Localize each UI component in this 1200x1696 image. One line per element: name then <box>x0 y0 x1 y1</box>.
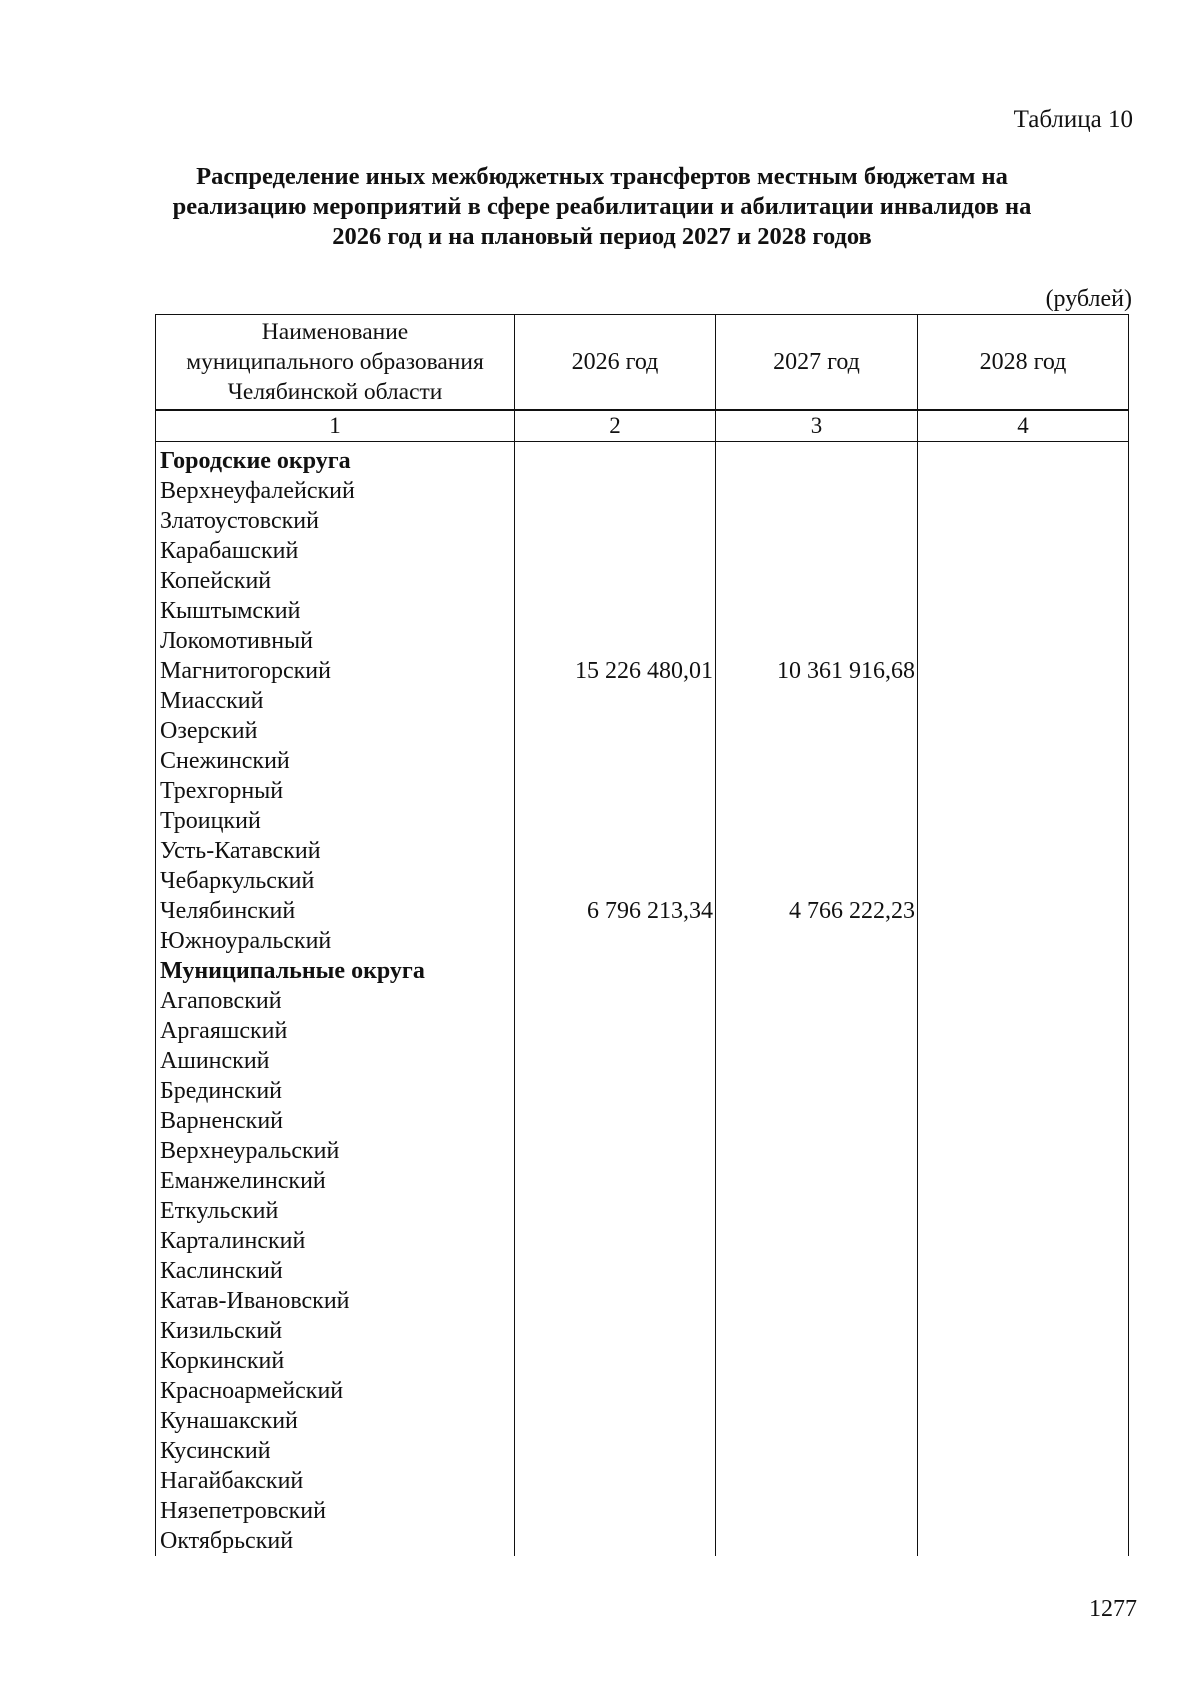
row-value-2026 <box>515 986 716 1016</box>
table-row <box>156 716 1129 746</box>
row-value-2028 <box>918 1076 1129 1106</box>
row-name: Троицкий <box>156 806 515 836</box>
row-value-2026 <box>515 446 716 476</box>
row-value-2026 <box>515 686 716 716</box>
row-name: Чебаркульский <box>156 866 515 896</box>
row-name: Ашинский <box>156 1046 515 1076</box>
transfers-table <box>155 314 1129 1556</box>
row-value-2028 <box>918 836 1129 866</box>
row-name: Коркинский <box>156 1346 515 1376</box>
row-value-2028 <box>918 1496 1129 1526</box>
row-value-2028 <box>918 566 1129 596</box>
row-value-2027 <box>716 806 918 836</box>
row-value-2028 <box>918 626 1129 656</box>
row-name: Еманжелинский <box>156 1166 515 1196</box>
column-header-line: Наименование <box>261 319 409 345</box>
row-value-2027 <box>716 1346 918 1376</box>
row-value-2027 <box>716 1436 918 1466</box>
table-row <box>156 506 1129 536</box>
table-caption: Таблица 10 <box>1013 106 1133 133</box>
row-value-2026 <box>515 866 716 896</box>
row-value-2027 <box>716 596 918 626</box>
row-value-2026 <box>515 1466 716 1496</box>
table-row <box>156 596 1129 626</box>
table-row <box>156 776 1129 806</box>
row-value-2028 <box>918 866 1129 896</box>
row-value-2026 <box>515 776 716 806</box>
row-value-2028 <box>918 476 1129 506</box>
row-value-2027 <box>716 1106 918 1136</box>
header-row <box>156 315 1129 411</box>
row-value-2026 <box>515 1196 716 1226</box>
table-row <box>156 1346 1129 1376</box>
row-name: Миасский <box>156 686 515 716</box>
row-name: Усть-Катавский <box>156 836 515 866</box>
units-note: (рублей) <box>1045 286 1132 312</box>
row-value-2026 <box>515 1316 716 1346</box>
column-number: 2 <box>515 410 716 442</box>
row-value-2027 <box>716 956 918 986</box>
row-value-2027 <box>716 566 918 596</box>
row-value-2027 <box>716 1166 918 1196</box>
row-value-2027 <box>716 536 918 566</box>
row-name: Варненский <box>156 1106 515 1136</box>
column-header-line: муниципального образования <box>186 349 484 375</box>
row-value-2027 <box>716 506 918 536</box>
row-value-2026 <box>515 956 716 986</box>
row-value-2026 <box>515 1406 716 1436</box>
row-value-2027 <box>716 776 918 806</box>
table-row <box>156 1466 1129 1496</box>
row-value-2028 <box>918 1256 1129 1286</box>
row-name: Челябинский <box>156 896 515 926</box>
row-value-2028 <box>918 1136 1129 1166</box>
column-header-2026: 2026 год <box>515 315 716 411</box>
row-name: Катав-Ивановский <box>156 1286 515 1316</box>
row-name: Кунашакский <box>156 1406 515 1436</box>
row-value-2028 <box>918 776 1129 806</box>
row-value-2026: 6 796 213,34 <box>515 896 716 926</box>
table-row <box>156 1376 1129 1406</box>
row-value-2027 <box>716 1316 918 1346</box>
row-value-2028 <box>918 1046 1129 1076</box>
row-value-2028 <box>918 1466 1129 1496</box>
row-value-2027 <box>716 1526 918 1556</box>
table-row <box>156 1016 1129 1046</box>
row-value-2028 <box>918 1226 1129 1256</box>
row-name: Агаповский <box>156 986 515 1016</box>
table-row <box>156 866 1129 896</box>
row-value-2026 <box>515 716 716 746</box>
table-row <box>156 1436 1129 1466</box>
column-number-row <box>156 410 1129 442</box>
row-value-2027 <box>716 1046 918 1076</box>
row-value-2027 <box>716 446 918 476</box>
row-value-2027 <box>716 686 918 716</box>
row-value-2027 <box>716 1496 918 1526</box>
row-value-2027: 10 361 916,68 <box>716 656 918 686</box>
column-header-2027: 2027 год <box>716 315 918 411</box>
row-value-2028 <box>918 716 1129 746</box>
row-value-2026 <box>515 926 716 956</box>
row-value-2028 <box>918 536 1129 566</box>
row-value-2028 <box>918 1406 1129 1436</box>
row-value-2026 <box>515 1286 716 1316</box>
row-value-2026 <box>515 1256 716 1286</box>
row-name: Нязепетровский <box>156 1496 515 1526</box>
row-value-2027 <box>716 1226 918 1256</box>
table-row <box>156 836 1129 866</box>
title-line: Распределение иных межбюджетных трансфертов местным бюджетам на <box>196 163 1008 190</box>
row-name: Снежинский <box>156 746 515 776</box>
document-title <box>150 162 1054 252</box>
row-value-2027 <box>716 926 918 956</box>
row-value-2028 <box>918 1016 1129 1046</box>
row-name: Трехгорный <box>156 776 515 806</box>
row-value-2026 <box>515 596 716 626</box>
row-value-2028 <box>918 1286 1129 1316</box>
row-name: Карталинский <box>156 1226 515 1256</box>
row-value-2028 <box>918 986 1129 1016</box>
row-name: Карабашский <box>156 536 515 566</box>
row-value-2027 <box>716 1076 918 1106</box>
row-value-2026 <box>515 836 716 866</box>
table-body <box>156 446 1129 1556</box>
column-header-name <box>156 315 515 411</box>
table-group-row <box>156 446 1129 476</box>
column-number: 3 <box>716 410 918 442</box>
table-row <box>156 566 1129 596</box>
table-row <box>156 1226 1129 1256</box>
table-row <box>156 806 1129 836</box>
table-row <box>156 1496 1129 1526</box>
table-row <box>156 1106 1129 1136</box>
row-value-2026 <box>515 1076 716 1106</box>
row-value-2026 <box>515 1166 716 1196</box>
column-header-line: Челябинской области <box>227 379 443 405</box>
row-value-2028 <box>918 1376 1129 1406</box>
table-row <box>156 1406 1129 1436</box>
row-value-2027 <box>716 626 918 656</box>
row-value-2026 <box>515 1136 716 1166</box>
row-value-2026: 15 226 480,01 <box>515 656 716 686</box>
row-value-2027 <box>716 1376 918 1406</box>
table-row <box>156 1196 1129 1226</box>
table-row <box>156 686 1129 716</box>
row-value-2027 <box>716 716 918 746</box>
row-value-2027 <box>716 476 918 506</box>
table-row <box>156 626 1129 656</box>
row-value-2027 <box>716 746 918 776</box>
row-value-2028 <box>918 1436 1129 1466</box>
row-name: Октябрьский <box>156 1526 515 1556</box>
row-value-2028 <box>918 806 1129 836</box>
row-name: Златоустовский <box>156 506 515 536</box>
table-row <box>156 1286 1129 1316</box>
row-value-2027 <box>716 836 918 866</box>
table-row <box>156 1256 1129 1286</box>
row-value-2028 <box>918 1346 1129 1376</box>
row-value-2027: 4 766 222,23 <box>716 896 918 926</box>
row-value-2028 <box>918 506 1129 536</box>
row-name: Нагайбакский <box>156 1466 515 1496</box>
row-value-2028 <box>918 956 1129 986</box>
row-value-2026 <box>515 1376 716 1406</box>
row-value-2026 <box>515 626 716 656</box>
row-value-2027 <box>716 1286 918 1316</box>
column-number: 4 <box>918 410 1129 442</box>
row-value-2028 <box>918 896 1129 926</box>
row-value-2028 <box>918 1526 1129 1556</box>
table-row <box>156 1526 1129 1556</box>
column-number: 1 <box>156 410 515 442</box>
row-value-2028 <box>918 1316 1129 1346</box>
row-name: Верхнеуфалейский <box>156 476 515 506</box>
row-value-2026 <box>515 1046 716 1076</box>
table-row <box>156 1046 1129 1076</box>
table-row <box>156 1166 1129 1196</box>
row-value-2028 <box>918 446 1129 476</box>
row-name: Кыштымский <box>156 596 515 626</box>
table-row <box>156 536 1129 566</box>
row-value-2027 <box>716 1016 918 1046</box>
row-value-2026 <box>515 1436 716 1466</box>
row-value-2026 <box>515 536 716 566</box>
row-value-2027 <box>716 1406 918 1436</box>
row-name: Аргаяшский <box>156 1016 515 1046</box>
row-name: Каслинский <box>156 1256 515 1286</box>
row-value-2028 <box>918 1106 1129 1136</box>
row-value-2026 <box>515 746 716 776</box>
row-name: Южноуральский <box>156 926 515 956</box>
row-value-2026 <box>515 1016 716 1046</box>
table-group-row <box>156 956 1129 986</box>
row-value-2026 <box>515 1526 716 1556</box>
row-name: Красноармейский <box>156 1376 515 1406</box>
row-value-2027 <box>716 1256 918 1286</box>
row-value-2028 <box>918 746 1129 776</box>
row-value-2028 <box>918 1166 1129 1196</box>
row-value-2026 <box>515 1496 716 1526</box>
row-value-2026 <box>515 1226 716 1256</box>
table-row <box>156 896 1129 926</box>
row-name: Верхнеуральский <box>156 1136 515 1166</box>
table-row <box>156 476 1129 506</box>
row-name: Муниципальные округа <box>156 956 515 986</box>
table-row <box>156 1136 1129 1166</box>
row-value-2028 <box>918 596 1129 626</box>
row-name: Брединский <box>156 1076 515 1106</box>
row-name: Магнитогорский <box>156 656 515 686</box>
row-value-2028 <box>918 686 1129 716</box>
row-value-2027 <box>716 866 918 896</box>
table-row <box>156 926 1129 956</box>
row-name: Городские округа <box>156 446 515 476</box>
row-name: Копейский <box>156 566 515 596</box>
row-name: Кусинский <box>156 1436 515 1466</box>
table-row <box>156 1076 1129 1106</box>
row-value-2028 <box>918 656 1129 686</box>
column-header-2028: 2028 год <box>918 315 1129 411</box>
row-value-2026 <box>515 566 716 596</box>
row-value-2027 <box>716 986 918 1016</box>
table-row <box>156 656 1129 686</box>
title-line: реализацию мероприятий в сфере реабилитации и абилитации инвалидов на <box>172 193 1032 220</box>
table-row <box>156 746 1129 776</box>
row-value-2027 <box>716 1466 918 1496</box>
row-value-2027 <box>716 1196 918 1226</box>
row-value-2026 <box>515 806 716 836</box>
row-value-2026 <box>515 476 716 506</box>
table-row <box>156 986 1129 1016</box>
row-value-2028 <box>918 1196 1129 1226</box>
row-value-2026 <box>515 1106 716 1136</box>
row-name: Кизильский <box>156 1316 515 1346</box>
row-value-2026 <box>515 1346 716 1376</box>
row-name: Озерский <box>156 716 515 746</box>
page-number: 1277 <box>1089 1596 1137 1622</box>
row-value-2026 <box>515 506 716 536</box>
row-name: Еткульский <box>156 1196 515 1226</box>
row-value-2028 <box>918 926 1129 956</box>
row-value-2027 <box>716 1136 918 1166</box>
title-line: 2026 год и на плановый период 2027 и 2028 годов <box>332 223 872 250</box>
table-row <box>156 1316 1129 1346</box>
row-name: Локомотивный <box>156 626 515 656</box>
